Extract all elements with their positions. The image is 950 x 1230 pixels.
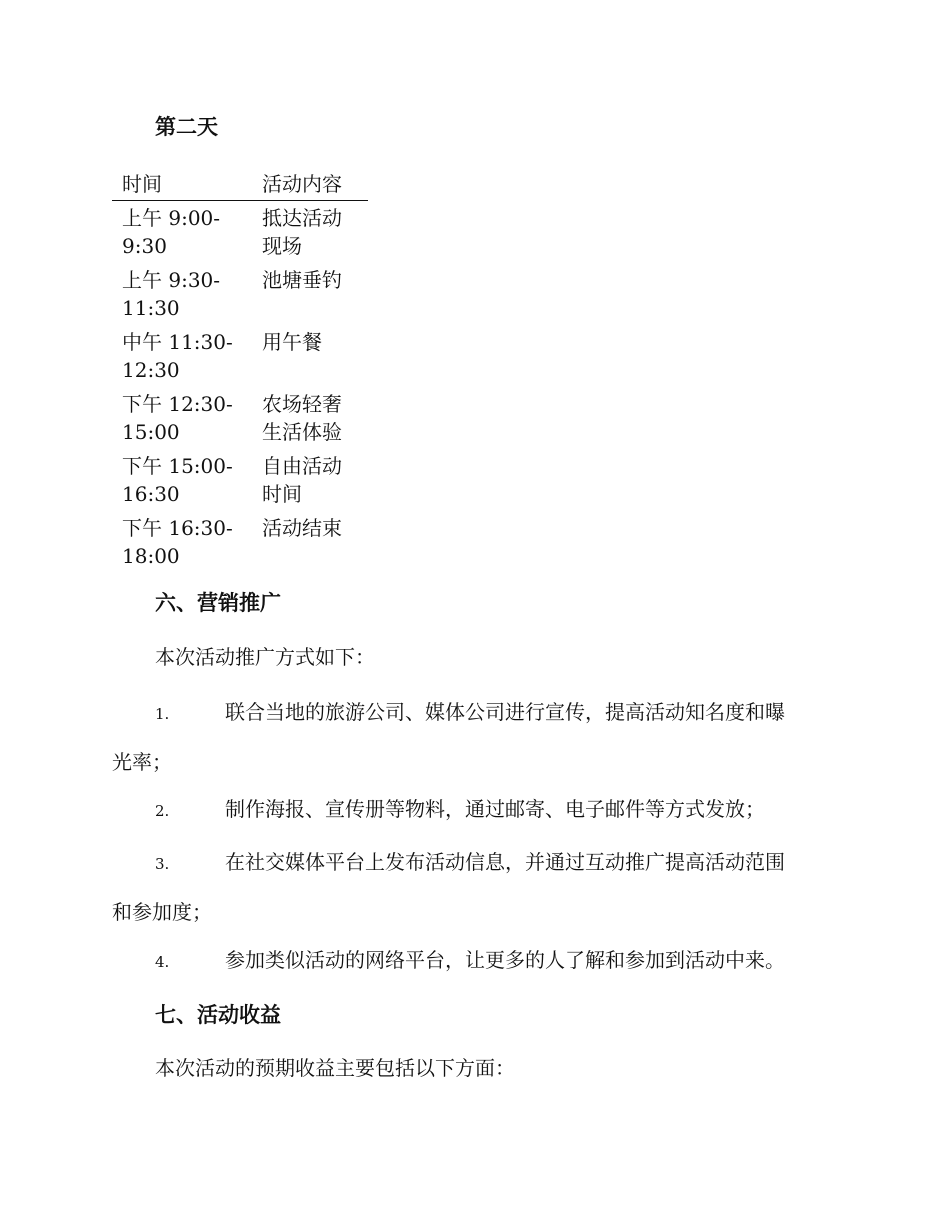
table-row (112, 387, 368, 449)
time-cell (112, 511, 252, 573)
time-end: 16:30 (122, 482, 180, 506)
content-cell (252, 325, 368, 387)
time-cell (112, 325, 252, 387)
time-end: 11:30 (122, 296, 180, 320)
header-content: 活动内容 (262, 172, 342, 196)
table-row (112, 325, 368, 387)
time-start: 上午 9:30- (122, 268, 221, 292)
list-item (112, 936, 837, 986)
list-number: 2. (155, 802, 170, 820)
time-cell (112, 449, 252, 511)
list-item (112, 838, 837, 936)
section-heading-marketing: 六、营销推广 (155, 591, 281, 615)
content-cell (252, 387, 368, 449)
time-cell (112, 201, 252, 263)
list-number: 1. (155, 705, 170, 723)
time-start: 上午 9:00- (122, 206, 221, 230)
section-heading-revenue: 七、活动收益 (155, 1003, 281, 1027)
list-item (112, 785, 837, 835)
time-cell (112, 263, 252, 325)
day-heading: 第二天 (155, 115, 218, 139)
time-end: 9:30 (122, 234, 167, 258)
list-text: 联合当地的旅游公司、媒体公司进行宣传，提高活动知名度和曝 (225, 700, 785, 724)
header-time: 时间 (122, 172, 162, 196)
schedule-table (112, 168, 368, 573)
table-row (112, 263, 368, 325)
list-text: 制作海报、宣传册等物料，通过邮寄、电子邮件等方式发放； (225, 797, 765, 821)
content-line: 生活体验 (262, 420, 342, 444)
time-cell (112, 387, 252, 449)
table-row (112, 201, 368, 263)
list-text: 在社交媒体平台上发布活动信息，并通过互动推广提高活动范围 (225, 850, 785, 874)
table-row (112, 511, 368, 573)
content-line: 活动结束 (262, 516, 342, 540)
time-start: 下午 16:30- (122, 516, 233, 540)
content-line: 自由活动 (262, 454, 342, 478)
list-text-continued: 和参加度； (112, 900, 212, 924)
table-header (112, 168, 368, 201)
content-cell (252, 511, 368, 573)
content-line: 池塘垂钓 (262, 268, 342, 292)
time-end: 12:30 (122, 358, 180, 382)
list-text: 参加类似活动的网络平台，让更多的人了解和参加到活动中来。 (225, 948, 785, 972)
list-number: 4. (155, 953, 170, 971)
time-end: 18:00 (122, 544, 180, 568)
list-number: 3. (155, 855, 170, 873)
content-line: 用午餐 (262, 330, 322, 354)
content-line: 抵达活动 (262, 206, 342, 230)
list-item (112, 688, 837, 786)
paragraph-revenue-intro: 本次活动的预期收益主要包括以下方面： (155, 1056, 515, 1080)
content-cell (252, 263, 368, 325)
list-text-continued: 光率； (112, 750, 172, 774)
time-start: 中午 11:30- (122, 330, 233, 354)
content-cell (252, 201, 368, 263)
content-line: 现场 (262, 234, 302, 258)
table-row (112, 449, 368, 511)
paragraph-marketing-intro: 本次活动推广方式如下： (155, 645, 375, 669)
content-cell (252, 449, 368, 511)
time-end: 15:00 (122, 420, 180, 444)
content-line: 时间 (262, 482, 302, 506)
time-start: 下午 15:00- (122, 454, 233, 478)
time-start: 下午 12:30- (122, 392, 233, 416)
content-line: 农场轻奢 (262, 392, 342, 416)
